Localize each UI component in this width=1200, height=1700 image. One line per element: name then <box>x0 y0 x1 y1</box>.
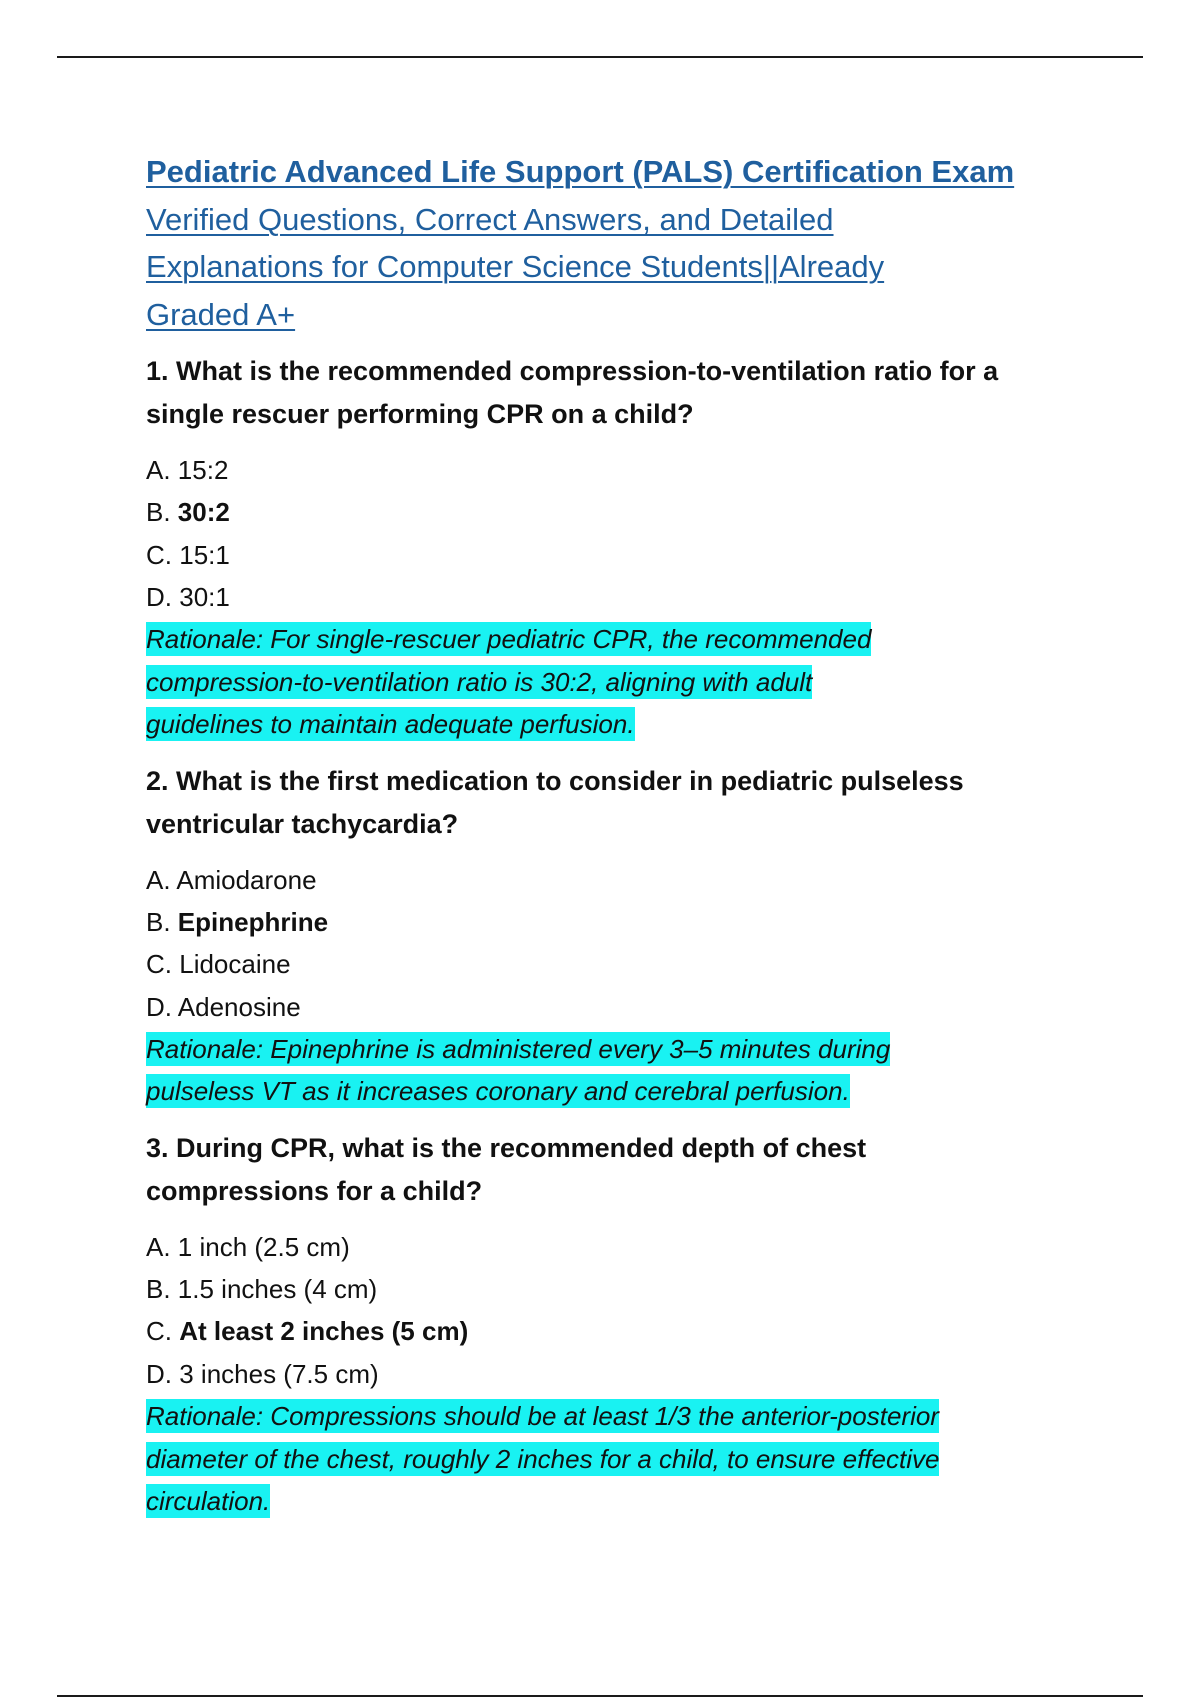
option-text: 1 inch (2.5 cm) <box>177 1231 350 1262</box>
option-a <box>146 859 1076 901</box>
answer-options <box>146 1226 1076 1395</box>
option-d <box>146 1353 1076 1395</box>
option-text: 30:1 <box>179 581 230 612</box>
rationale-line: Rationale: Compressions should be at least 1/3 the anterior-posterior <box>146 1401 939 1432</box>
question-line: single rescuer performing CPR on a child? <box>146 399 694 429</box>
question-line: 1. What is the recommended compression-to-ventilation ratio for a <box>146 356 999 386</box>
rationale-line: Rationale: Epinephrine is administered every 3–5 minutes during <box>146 1033 891 1064</box>
option-text: 15:2 <box>177 455 229 485</box>
document-title-link[interactable] <box>146 148 1076 338</box>
header-rule <box>57 56 1143 58</box>
correct-answer-text: Epinephrine <box>177 906 329 937</box>
option-text: 1.5 inches (4 cm) <box>177 1274 378 1305</box>
option-letter: C. <box>146 539 180 570</box>
question-text <box>146 350 1076 436</box>
question-3 <box>146 1127 1076 1523</box>
option-letter: D. <box>146 991 178 1022</box>
question-line: 3. During CPR, what is the recommended depth of chest <box>146 1132 867 1163</box>
option-a <box>146 449 1076 491</box>
rationale <box>146 618 1076 746</box>
option-letter: D. <box>146 581 180 612</box>
question-1 <box>146 350 1076 746</box>
option-c-correct <box>146 1310 1076 1352</box>
option-b-correct <box>146 901 1076 943</box>
option-letter: C. <box>146 1316 180 1347</box>
question-line: compressions for a child? <box>146 1175 483 1206</box>
question-line: 2. What is the first medication to consider in pediatric pulseless <box>146 765 964 796</box>
option-d <box>146 576 1076 618</box>
option-c <box>146 534 1076 576</box>
rationale-line: pulseless VT as it increases coronary and cerebral perfusion. <box>146 1076 850 1107</box>
answer-options <box>146 859 1076 1028</box>
option-b-correct <box>146 491 1076 533</box>
answer-options <box>146 449 1076 618</box>
option-c <box>146 943 1076 985</box>
rationale-line: guidelines to maintain adequate perfusion. <box>146 709 635 740</box>
option-text: Amiodarone <box>176 864 317 895</box>
rationale-line: compression-to-ventilation ratio is 30:2, aligning with adult <box>146 666 813 697</box>
correct-answer-text: 30:2 <box>177 497 230 528</box>
option-b <box>146 1268 1076 1310</box>
question-text <box>146 760 1076 846</box>
option-letter: D. <box>146 1358 180 1389</box>
option-letter: A. <box>146 1231 178 1262</box>
footer-rule <box>57 1695 1143 1697</box>
option-letter: A. <box>146 455 178 485</box>
option-text: Lidocaine <box>179 949 291 980</box>
correct-answer-text: At least 2 inches (5 cm) <box>179 1316 469 1347</box>
title-line[interactable]: Graded A+ <box>146 296 296 332</box>
rationale <box>146 1395 1076 1523</box>
option-letter: B. <box>146 1274 178 1305</box>
option-letter: A. <box>146 864 177 895</box>
title-line[interactable]: Verified Questions, Correct Answers, and Detailed <box>146 201 834 237</box>
option-d <box>146 986 1076 1028</box>
rationale-line: Rationale: For single-rescuer pediatric CPR, the recommended <box>146 624 872 655</box>
option-a <box>146 1226 1076 1268</box>
title-line[interactable]: Explanations for Computer Science Students||Already <box>146 249 885 284</box>
question-line: ventricular tachycardia? <box>146 808 459 839</box>
rationale <box>146 1028 1076 1113</box>
option-text: 3 inches (7.5 cm) <box>179 1358 379 1389</box>
option-letter: B. <box>146 906 178 937</box>
option-letter: C. <box>146 949 180 980</box>
question-2 <box>146 760 1076 1113</box>
option-text: 15:1 <box>179 539 230 570</box>
document-body <box>146 148 1076 1523</box>
title-line[interactable]: Pediatric Advanced Life Support (PALS) Certification Exam <box>146 154 1015 189</box>
option-letter: B. <box>146 497 178 528</box>
rationale-line: diameter of the chest, roughly 2 inches for a child, to ensure effective <box>146 1443 940 1474</box>
question-text <box>146 1127 1076 1213</box>
rationale-line: circulation. <box>146 1486 271 1517</box>
option-text: Adenosine <box>177 991 301 1022</box>
